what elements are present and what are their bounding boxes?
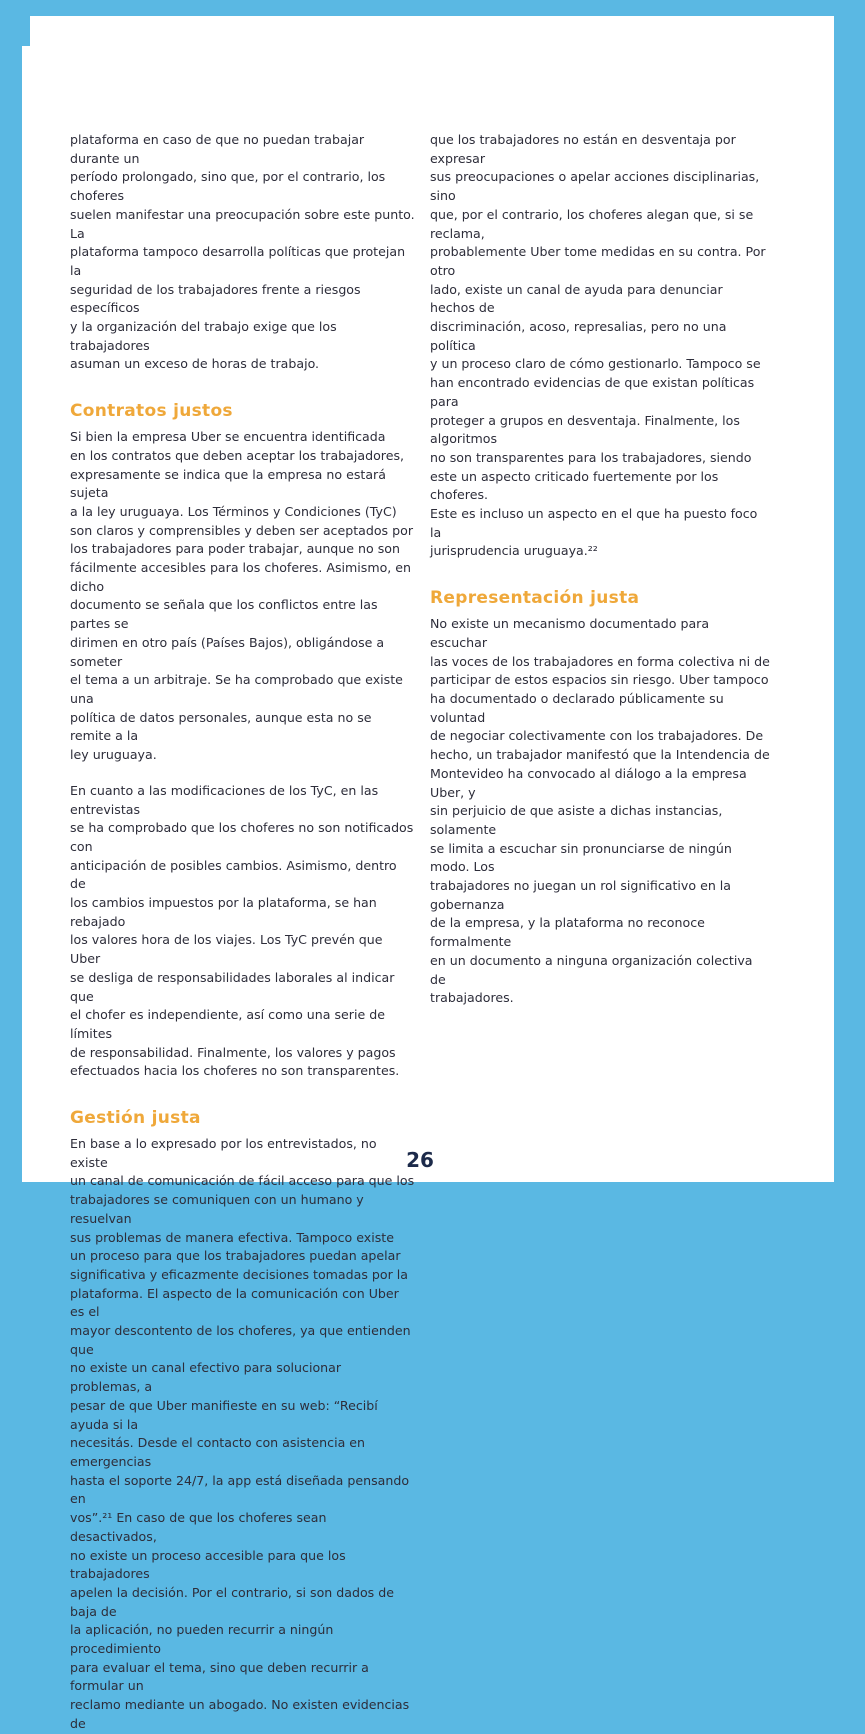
gestion-continuation-paragraph: que los trabajadores no están en desventaja por expresar sus preocupaciones o apelar acciones disciplinarias, sino que, por el contrario, los choferes alegan que, si se reclama, probablemente Uber tome medidas en su contra. Por otro lado, existe un canal de ayuda para denunciar hechos de discriminación, acoso, represalias, pero no una política y un proceso claro de cómo gestionarlo. Tampoco se han encontrado evidencias de que existan políticas para proteger a grupos en desventaja. Finalmente, los algoritmos no son transparentes para los trabajadores, siendo este un aspecto criticado fuertemente por los choferes. Este es incluso un aspecto en el que ha puesto foco la jurisprudencia uruguaya.²² <box>430 132 766 559</box>
contratos-paragraph-2: En cuanto a las modificaciones de los TyC, en las entrevistas se ha comprobado que los choferes no son notificados con anticipación de posibles cambios. Asimismo, dentro de los cambios impuestos por la plataforma, se han rebajado los valores hora de los viajes. Los TyC prevén que Uber se desliga de responsabilidades laborales al indicar que el chofer es independiente, así como una serie de límites de responsabilidad. Finalmente, los valores y pagos efectuados hacia los choferes no son transparentes. <box>70 782 414 1079</box>
contratos-paragraph-1: Si bien la empresa Uber se encuentra identificada en los contratos que deben aceptar los trabajadores, expresamente se indica que la empresa no estará sujeta a la ley uruguaya. Los Términos y Condiciones (TyC) son claros y comprensibles y deben ser aceptados por los trabajadores para poder trabajar, aunque no son fácilmente accesibles para los choferes. Asimismo, en dicho documento se señala que los conflictos entre las partes se dirimen en otro país (Países Bajos), obligándose a someter el tema a un arbitraje. Se ha comprobado que existe una política de datos personales, aunque esta no se remite a la ley uruguaya. <box>70 429 414 763</box>
heading-gestion-justa: Gestión justa <box>70 1108 201 1129</box>
paper-edge-decoration <box>22 16 30 46</box>
right-column <box>430 131 770 1008</box>
representacion-paragraph: No existe un mecanismo documentado para escuchar las voces de los trabajadores en forma colectiva ni de participar de estos espacios sin riesgo. Uber tampoco ha documentado o declarado públicamente su voluntad de negociar colectivamente con los trabajadores. De hecho, un trabajador manifestó que la Intendencia de Montevideo ha convocado al diálogo a la empresa Uber, y sin perjuicio de que asiste a dichas instancias, solamente se limita a escuchar sin pronunciarse de ningún modo. Los trabajadores no juegan un rol significativo en la gobernanza de la empresa, y la plataforma no reconoce formalmente en un documento a ninguna organización colectiva de trabajadores. <box>430 616 770 1006</box>
heading-contratos-justos: Contratos justos <box>70 401 233 422</box>
gestion-paragraph: En base a lo expresado por los entrevistados, no existe un canal de comunicación de fácil acceso para que los trabajadores se comuniquen con un humano y resuelvan sus problemas de manera efectiva. Tampoco existe un proceso para que los trabajadores puedan apelar significativa y eficazmente decisiones tomadas por la plataforma. El aspecto de la comunicación con Uber es el mayor descontento de los choferes, ya que entienden que no existe un canal efectivo para solucionar problemas, a pesar de que Uber manifieste en su web: “Recibí ayuda si la necesitás. Desde el contacto con asistencia en emergencias hasta el soporte 24/7, la app está diseñada pensando en vos”.²¹ En caso de que los choferes sean desactivados, no existe un proceso accesible para que los trabajadores apelen la decisión. Por el contrario, si son dados de baja de la aplicación, no pueden recurrir a ningún procedimiento para evaluar el tema, sino que deben recurrir a formular un reclamo mediante un abogado. No existen evidencias de <box>70 1136 415 1731</box>
left-column <box>70 131 415 1734</box>
heading-representacion-justa: Representación justa <box>430 588 640 609</box>
intro-paragraph: plataforma en caso de que no puedan trabajar durante un período prolongado, sino que, por el contrario, los choferes suelen manifestar una preocupación sobre este punto. La plataforma tampoco desarrolla políticas que protejan la seguridad de los trabajadores frente a riesgos específicos y la organización del trabajo exige que los trabajadores asuman un exceso de horas de trabajo. <box>70 132 415 372</box>
page-number: 26 <box>406 1148 434 1172</box>
